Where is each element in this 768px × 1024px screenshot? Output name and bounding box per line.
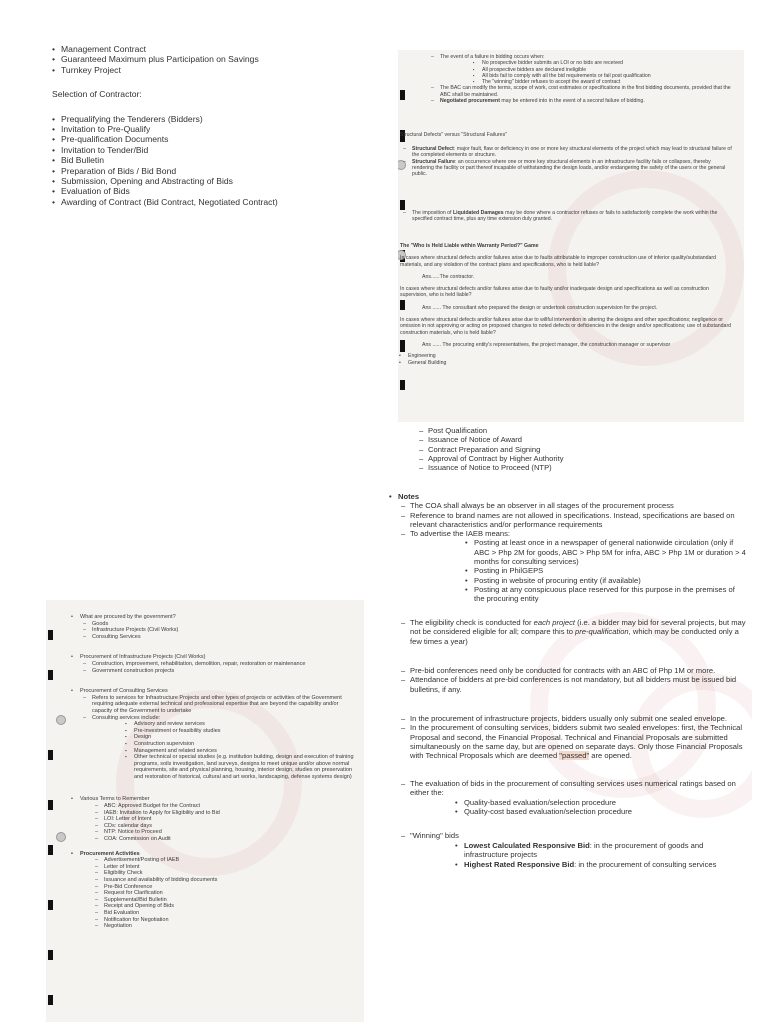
eligibility-text: (i.e. a bidder may bid for several projects, but may not be considered eligible for all; compare this to [410,618,746,637]
list-item: ▪ Pre-investment or feasibility studies [134,728,358,735]
list-item: ▪ The "winning" bidder refuses to accept the award of contract [482,79,738,85]
defect-text: : major fault, flaw or deficiency in one or more key structural elements of the project which may lead to structural failure of the completed elements or structure. [412,146,732,159]
selection-heading: Selection of Contractor: [52,89,142,100]
list-item: – Post Qualification [428,426,748,435]
list-item: – Notification for Negotiation [104,917,358,924]
lcrb-text: : in the procurement of goods and infrastructure projects [464,841,704,860]
page-contract-types [52,40,352,250]
answer-1: Ans......The contractor. [422,273,475,280]
list-item: – Bid Evaluation [104,910,358,917]
list-item: – Negotiation [104,923,358,930]
liquidated-damages-note [412,210,732,223]
binding-mark [48,845,53,855]
lcrb-label: Lowest Calculated Responsive Bid [464,841,590,850]
binding-mark [48,995,53,1005]
list-item: ▪ All prospective bidders are declared ineligible [482,67,738,73]
list-item: – Issuance and availability of bidding documents [104,877,358,884]
ld-text: may be done where a contractor refuses or fails to satisfactorily complete the work within the specified contract time, plus any time extension duly granted. [412,210,718,223]
ld-prefix: The imposition of [412,210,453,216]
punch-hole [56,715,66,725]
eligibility-text: , which may be conducted only a few times a year) [410,627,739,646]
list-item: ▪ Design [134,734,358,741]
prebid-note: – Pre-bid conferences need only be conducted for contracts with an ABC of Php 1M or more. [410,666,746,675]
list-item: • Guaranteed Maximum plus Participation on Savings [61,54,352,64]
envelope-text: In the procurement of consulting services, bidders submit two sealed envelopes: first, the Technical Proposal and second, the Financial Proposal. Technical and Financial Proposals are submitted simultaneously on the same day, but are opened on separate days. Only those Financial Proposals with Technical Proposals which are deemed [410,723,743,761]
list-item: • Invitation to Pre-Qualify [61,124,352,134]
prebid-attendance-note: – Attendance of bidders at pre-bid conferences is not mandatory, but all bidders must be issued bid bulletins, if any. [410,675,746,694]
binding-mark [48,900,53,910]
list-item: – ABC: Approved Budget for the Contract [104,803,358,810]
activities-heading: • Procurement Activities [80,851,358,858]
list-item: • Posting in PhilGEPS [474,566,746,575]
negotiated-note [440,98,738,104]
question-3: In cases where structural defects and/or failures arise due to willful intervention in altering the designs and other specifications; negligence or omission in not approving or acting on proposed changes to noted defects or deficiencies in the design and/or specifications; use of substandard construction materials, who is held liable? [400,317,732,336]
negotiated-label: Negotiated procurement [440,98,500,105]
list-item: – Issuance of Notice of Award [428,435,748,444]
answer-3: Ans ...... The procuring entity's representatives, the project manager, the construction manager or supervisor [422,341,671,348]
list-item: • Preparation of Bids / Bid Bond [61,166,352,176]
ld-label: Liquidated Damages [452,210,504,216]
defects-heading: Structural Defects" versus "Structural Failures" [400,132,508,138]
list-item: ▪ Construction supervision [134,741,358,748]
structural-failure-definition [412,159,732,178]
list-item: – IAEB: Invitation to Apply for Eligibility and to Bid [104,810,358,817]
list-item: – CDs: calendar days [104,823,358,830]
punch-hole [56,832,66,842]
list-item: – Issuance of Notice to Proceed (NTP) [428,463,748,472]
lcrb-item [464,841,746,860]
envelope-text: are opened. [589,751,632,761]
list-item: – Contract Preparation and Signing [428,445,748,454]
list-item: • Quality-based evaluation/selection procedure [464,798,744,807]
list-item: – Eligibility Check [104,870,358,877]
passed-highlight: "passed" [559,751,590,761]
negotiated-text: may be entered into in the event of a second failure of bidding. [501,98,645,105]
hrrb-label: Highest Rated Responsive Bid [464,859,575,869]
list-item: – Advertisement/Posting of IAEB [104,857,358,864]
list-item: • Management Contract [61,44,352,54]
procured-question: • What are procured by the government? [80,614,358,621]
infra-heading: • Procurement of Infrastructure Projects (Civil Works) [80,654,358,661]
eligibility-emphasis: each project [533,618,576,627]
list-item: – Construction, improvement, rehabilitation, demolition, repair, restoration or maintenance [92,661,358,668]
hrrb-item [464,860,746,869]
list-item: • Quality-cost based evaluation/selection procedure [464,807,744,816]
hrrb-text: : in the procurement of consulting services [574,859,717,869]
list-item: ▪ Other technical or special studies (e.g. institution building, design and execution of training programs, soils investigation, land surveys, designs to meet unique and/or above normal requirements, site and physical planning, housing, interior design, studies on preservation and restoration of historical, cultural and art works, landscaping, defense systems design) [134,754,358,780]
list-item: • Pre-qualification Documents [61,134,352,144]
evaluation-intro: – The evaluation of bids in the procurement of consulting services uses numerical ratings based on either the: [410,779,746,798]
consult-include: – Consulting services include: [92,715,358,722]
list-item: • General Building [408,360,734,366]
list-item: • Evaluation of Bids [61,186,352,196]
page-procurement-overview [46,600,364,1022]
consult-reference: – Refers to services for Infrastructure Projects and other types of projects or activities of the Government requiring adequate external technical and professional expertise that are beyond the capability and/or capacity of the Government to undertake [92,695,358,715]
binding-mark [48,630,53,640]
selection-step-list [61,114,352,208]
consult-heading: • Procurement of Consulting Services [80,688,358,695]
terms-heading: • Various Terms to Remember [80,796,358,803]
list-item: – Letter of Intent [104,864,358,871]
structural-defect-definition [412,146,732,159]
page-procurement-notes [380,422,752,877]
list-item: • Posting at any conspicuous place reserved for this purpose in the premises of the procuring entity [474,585,746,604]
notes-label: • Notes [398,492,746,501]
list-item: – Consulting Services [92,634,358,641]
list-item: • Prequalifying the Tenderers (Bidders) [61,114,352,124]
list-item: – Receipt and Opening of Bids [104,903,358,910]
list-item: – Goods [92,621,358,628]
winning-bids-label: – "Winning" bids [410,831,746,840]
binding-mark [400,380,405,390]
binding-mark [48,800,53,810]
binding-mark [48,950,53,960]
failure-label: Structural Failure [412,158,455,165]
list-item: ▪ All bids fail to comply with all the bid requirements or fail post qualification [482,73,738,79]
defect-label: Structural Defect [412,146,454,152]
list-item: • Turnkey Project [61,65,352,75]
list-item: – COA: Commission on Audit [104,836,358,843]
warranty-heading: The "Who is Held Liable within Warranty Period?" Game [400,243,539,249]
list-item: • Bid Bulletin [61,155,352,165]
list-item: ▪ Advisory and review services [134,721,358,728]
list-item: • Posting at least once in a newspaper of general nationwide circulation (only if ABC > Php 2M for goods, ABC > Php 5M for infra, ABC > Php 1M or duration > 4 months for consulting services) [474,538,746,566]
binding-mark [400,200,405,210]
binding-mark [48,670,53,680]
list-item: • Engineering [408,353,734,359]
list-item: – Pre-Bid Conference [104,884,358,891]
page-failure-of-bidding [398,50,744,422]
question-1: In cases where structural defects and/or failures arise due to faults attributable to improper construction use of inferior quality/substandard materials, and any violation of the contract plans and specifications, who is held liable? [400,255,717,268]
list-item: – Infrastructure Projects (Civil Works) [92,627,358,634]
list-item: ▪ Management and related services [134,748,358,755]
list-item: – Approval of Contract by Higher Authority [428,454,748,463]
binding-mark [48,750,53,760]
list-item: • Submission, Opening and Abstracting of Bids [61,176,352,186]
contract-type-list [61,44,352,75]
list-item: • Awarding of Contract (Bid Contract, Negotiated Contract) [61,197,352,207]
list-item: • Invitation to Tender/Bid [61,145,352,155]
eligibility-emphasis: pre-qualification [575,627,629,637]
list-item: – LOI: Letter of Intent [104,816,358,823]
question-2: In cases where structural defects and/or failures arise due to faulty and/or inadequate design and specifications as well as construction supervision, who is held liable? [400,286,709,299]
note-brand-names: – Reference to brand names are not allowed in specifications. Instead, specifications are based on relevant characteristics and/or performance requirements [410,511,746,530]
envelope-consulting-note [410,723,746,760]
bac-modify-note: – The BAC can modify the terms, scope of work, cost estimates or specifications in the first bidding documents, provided that the ABC shall be maintained. [440,85,738,98]
list-item: – Supplemental/Bid Bulletin [104,897,358,904]
failure-intro: – The event of a failure in bidding occurs when: [440,54,738,60]
note-coa: – The COA shall always be an observer in all stages of the procurement process [410,501,746,510]
envelope-infra-note: – In the procurement of infrastructure projects, bidders usually only submit one sealed envelope. [410,714,746,723]
eligibility-text: The eligibility check is conducted for [410,618,534,627]
eligibility-note [410,618,746,646]
binding-mark [400,90,405,100]
failure-text: : an occurrence where one or more key structural elements in an infrastructure facility fails or collapses, thereby rendering the facility or part thereof incapable of withstanding the design loads, and/or endangering the safety of the users or the general public. [412,158,726,178]
list-item: ▪ No prospective bidder submits an LOI or no bids are received [482,60,738,66]
list-item: • Posting in website of procuring entity (if available) [474,576,746,585]
answer-2: Ans ...... The consultant who prepared the design or undertook construction supervision for the project. [422,304,658,311]
list-item: – NTP: Notice to Proceed [104,829,358,836]
list-item: – Request for Clarification [104,890,358,897]
list-item: – Government construction projects [92,668,358,675]
note-advertise: – To advertise the IAEB means: [410,529,746,538]
